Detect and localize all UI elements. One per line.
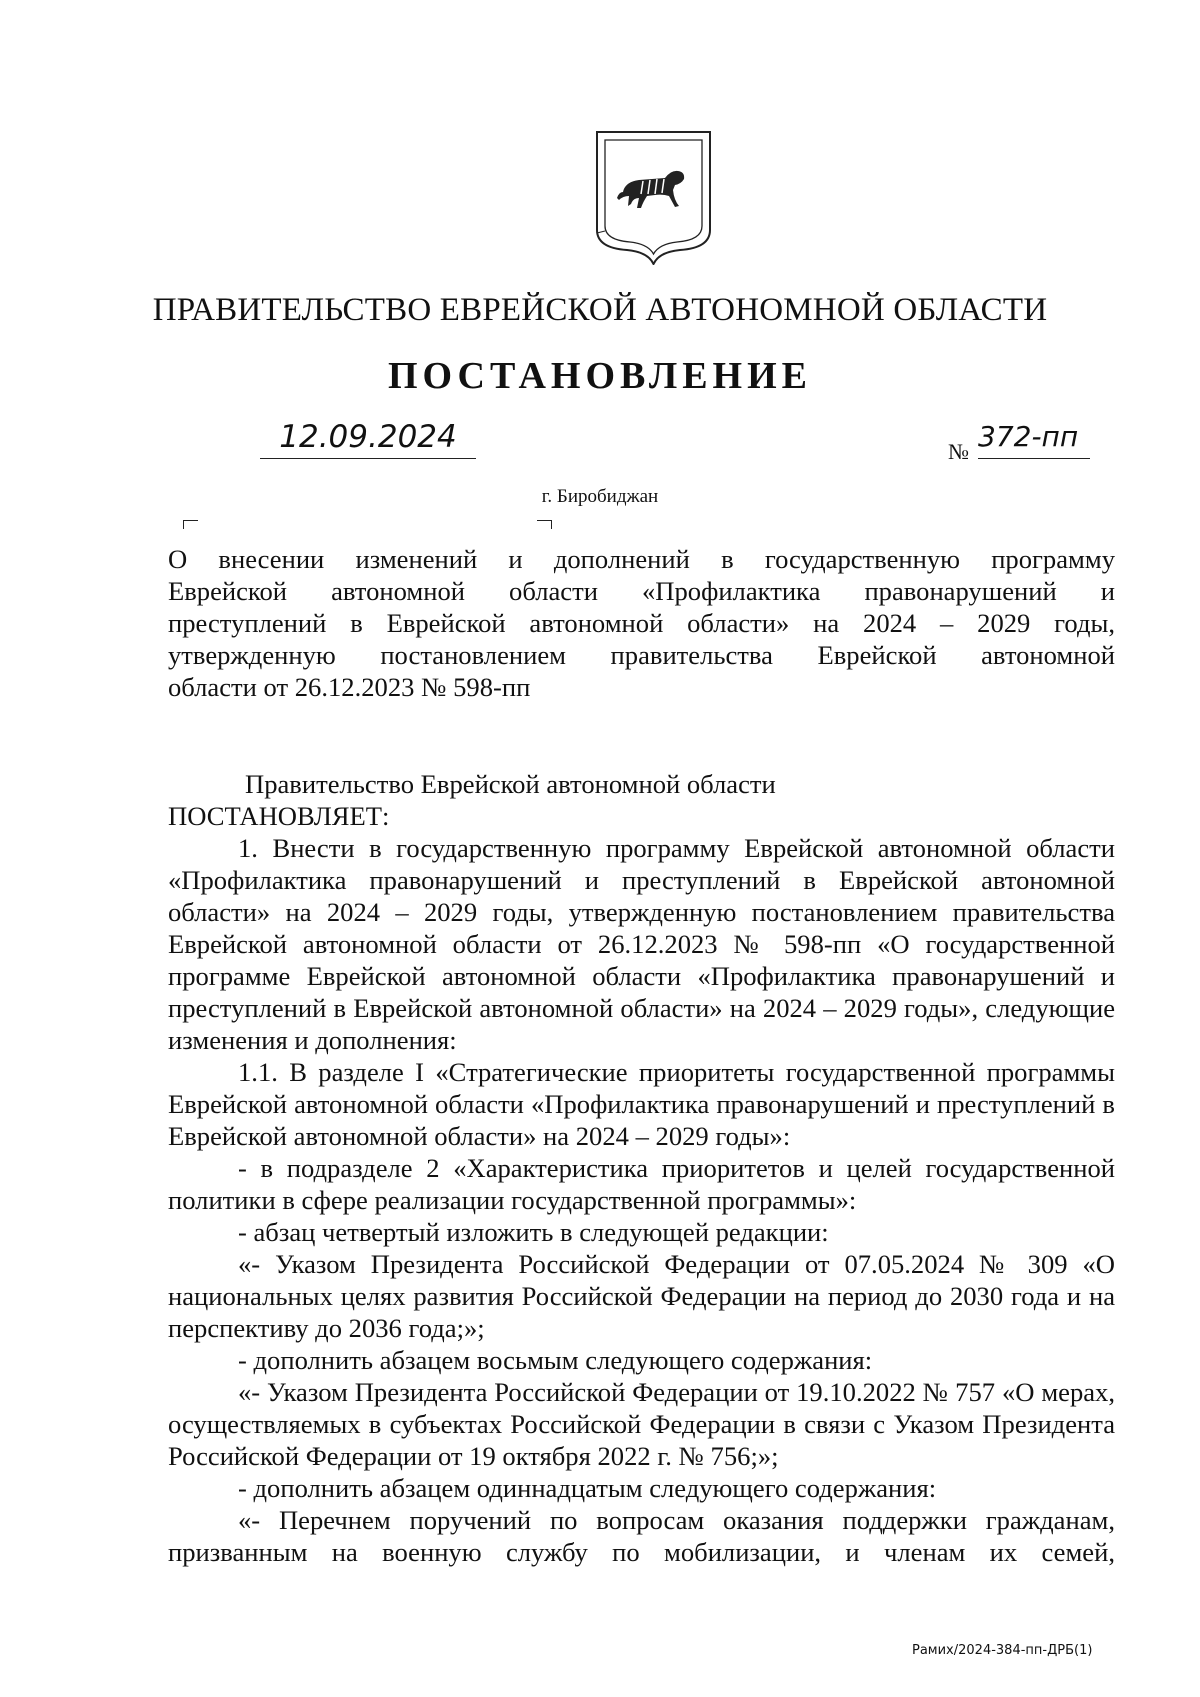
number-sign: № (948, 439, 969, 464)
subsection-2: - в подразделе 2 «Характеристика приоритетов и целей государственной политики в сфере реализации государственной программы»: (168, 1153, 1115, 1215)
city: г. Биробиджан (541, 486, 659, 507)
paragraph-1-1: 1.1. В разделе I «Стратегические приоритеты государственной программы Еврейской автономной области «Профилактика правонарушений и преступлений в Еврейской автономной области» на 2024 – 2029 годы»: (168, 1057, 1115, 1151)
subject-line: О внесении изменений и дополнений в государственную программу (168, 544, 1115, 574)
paragraph-abz11: - дополнить абзацем одиннадцатым следующего содержания: (238, 1473, 937, 1503)
quote-2: «- Указом Президента Российской Федерации от 19.10.2022 № 757 «О мерах, осуществляемых в субъектах Российской Федерации в связи с Указом Президента Российской Федерации от 19 октября 2022 г. № 756;»; (168, 1377, 1115, 1471)
coat-of-arms-tiger-icon (595, 130, 712, 265)
paragraph-abz4: - абзац четвертый изложить в следующей редакции: (238, 1217, 829, 1247)
corner-mark-right (537, 520, 552, 529)
quote-3: «- Перечнем поручений по вопросам оказания поддержки гражданам, призванным на военную службу по мобилизации, и членам их семей, (168, 1505, 1115, 1567)
document-type: ПОСТАНОВЛЕНИЕ (387, 355, 813, 397)
corner-mark-left (183, 520, 198, 529)
subject-line: области от 26.12.2023 № 598-пп (168, 672, 531, 702)
paragraph-1: 1. Внести в государственную программу Еврейской автономной области «Профилактика правонарушений и преступлений в Еврейской автономной области» на 2024 – 2029 годы, утвержденную постановлением правительства Еврейской автономной области от 26.12.2023 № 598-пп «О государственной программе Еврейской автономной области «Профилактика правонарушений и преступлений в Еврейской автономной области» на 2024 – 2029 годы», следующие изменения и дополнения: (168, 833, 1115, 1055)
footer-code: Рамих/2024-384-пп-ДРБ(1) (912, 1643, 1093, 1658)
subject-line: утвержденную постановлением правительства Еврейской автономной (168, 640, 1115, 670)
handwritten-date: 12.09.2024 (260, 418, 476, 459)
subject-line: преступлений в Еврейской автономной области» на 2024 – 2029 годы, (168, 608, 1115, 638)
handwritten-number: 372-пп (978, 418, 1090, 459)
quote-1: «- Указом Президента Российской Федерации от 07.05.2024 № 309 «О национальных целях развития Российской Федерации на период до 2030 года и на перспективу до 2036 года;»; (168, 1249, 1115, 1343)
document-subject (168, 543, 1115, 703)
body-intro: Правительство Еврейской автономной области (245, 769, 776, 799)
body-decree: ПОСТАНОВЛЯЕТ: (168, 801, 390, 831)
government-title: ПРАВИТЕЛЬСТВО ЕВРЕЙСКОЙ АВТОНОМНОЙ ОБЛАСТИ (152, 292, 1048, 328)
document-body (168, 768, 1115, 1568)
paragraph-abz8: - дополнить абзацем восьмым следующего содержания: (238, 1345, 873, 1375)
subject-line: Еврейской автономной области «Профилактика правонарушений и (168, 576, 1115, 606)
